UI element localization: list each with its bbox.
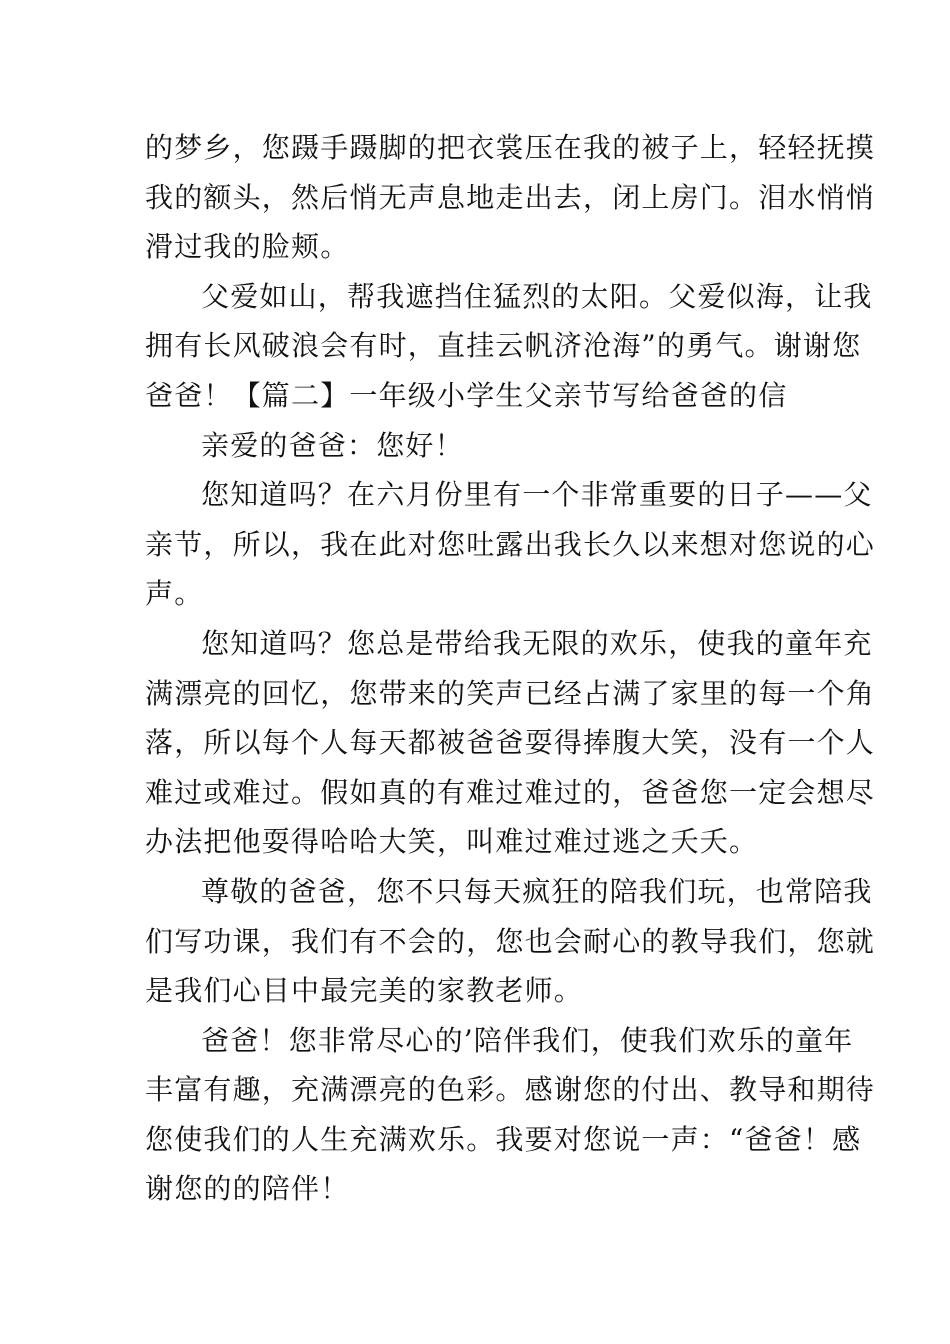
paragraph-4	[145, 619, 876, 867]
text-line: 父爱如山，帮我遮挡住猛烈的太阳。父爱似海，让我	[201, 279, 873, 313]
text-line: 亲爱的爸爸：您好！	[201, 428, 464, 462]
text-line: 是我们心目中最完美的家教老师。	[145, 974, 584, 1008]
text-line: 爸爸！您非常尽心的’陪伴我们，使我们欢乐的童年	[201, 1023, 854, 1057]
text-line: 谢您的的陪伴！	[145, 1172, 350, 1206]
text-line: 亲节，所以，我在此对您吐露出我长久以来想对您说的心	[145, 527, 876, 561]
text-line: 办法把他耍得哈哈大笑，叫难过难过逃之夭夭。	[145, 825, 759, 859]
text-line: 拥有长风破浪会有时，直挂云帆济沧海”的勇气。谢谢您	[145, 329, 862, 363]
paragraph-6	[145, 1016, 876, 1214]
text-line: 满漂亮的回忆，您带来的笑声已经占满了家里的每一个角	[145, 676, 876, 710]
salutation	[145, 421, 810, 471]
text-line: 我的额头，然后悄无声息地走出去，闭上房门。泪水悄悄	[145, 180, 876, 214]
text-line: 滑过我的脸颊。	[145, 230, 350, 264]
text-line: 难过或难过。假如真的有难过难过的，爸爸您一定会想尽	[145, 775, 876, 809]
text-line: 的梦乡，您蹑手蹑脚的把衣裳压在我的被子上，轻轻抚摸	[145, 131, 876, 164]
text-line: 您知道吗？您总是带给我无限的欢乐，使我的童年充	[201, 626, 873, 660]
letter-body	[145, 123, 876, 1214]
paragraph-1	[145, 123, 876, 272]
text-line: 您知道吗？在六月份里有一个非常重要的日子——父	[201, 478, 873, 512]
text-line: 尊敬的爸爸，您不只每天疯狂的陪我们玩，也常陪我	[201, 874, 873, 908]
paragraph-2	[145, 272, 873, 421]
text-line: 落，所以每个人每天都被爸爸耍得捧腹大笑，没有一个人	[145, 726, 876, 760]
paragraph-5	[145, 867, 876, 1016]
text-line: 爸爸！【篇二】一年级小学生父亲节写给爸爸的信	[145, 378, 788, 412]
text-line: 声。	[145, 577, 204, 611]
text-line: 您使我们的人生充满欢乐。我要对您说一声：“爸爸！感	[145, 1122, 862, 1156]
text-line: 丰富有趣，充满漂亮的色彩。感谢您的付出、教导和期待	[145, 1073, 876, 1107]
text-line: 们写功课，我们有不会的，您也会耐心的教导我们，您就	[145, 924, 876, 958]
paragraph-3	[145, 470, 876, 619]
